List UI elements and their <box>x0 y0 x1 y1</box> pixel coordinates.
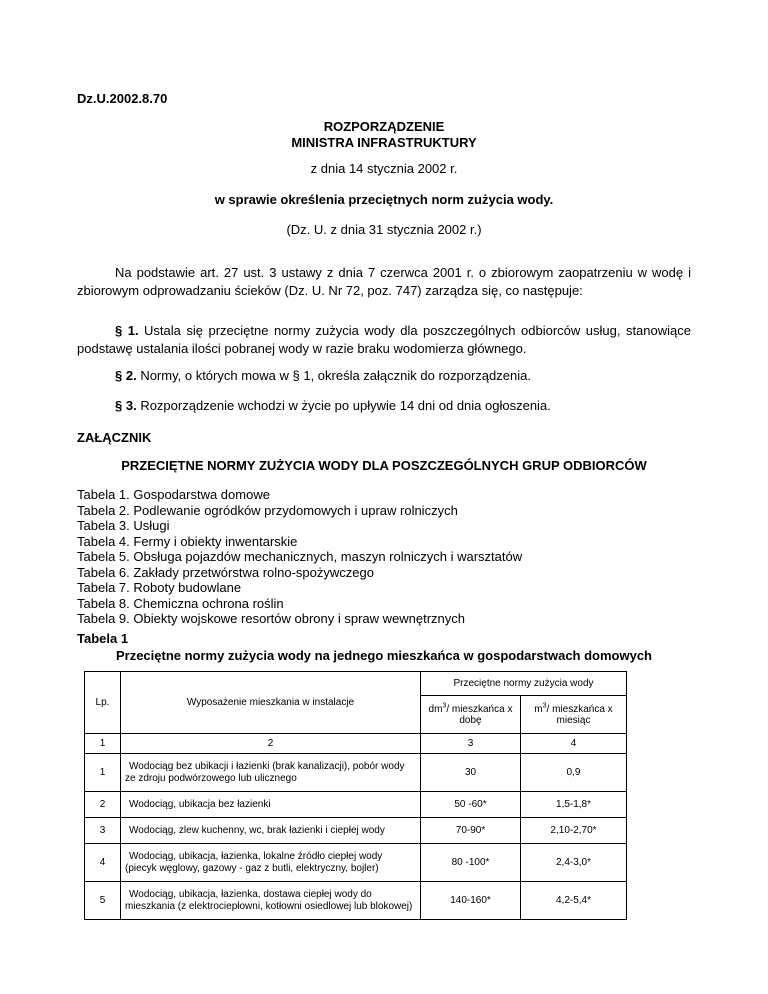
table-cell: 2 <box>85 792 121 818</box>
table-cell: Wodociąg, ubikacja, łazienka, dostawa ciepłej wody do mieszkania (z elektrociepłowni, kotłowni osiedlowej lub blokowej) <box>121 882 421 920</box>
table-cell: 50 -60* <box>421 792 521 818</box>
subject-line: w sprawie określenia przeciętnych norm zużycia wody. <box>214 192 554 207</box>
table-cell: Wodociąg bez ubikacji i łazienki (brak kanalizacji), pobór wody ze zdroju podwórzowego lub ulicznego <box>121 754 421 792</box>
table-cell: 140-160* <box>421 882 521 920</box>
list-item: Tabela 3. Usługi <box>77 518 170 533</box>
journal-reference: Dz.U.2002.8.70 <box>77 91 168 106</box>
list-item: Tabela 2. Podlewanie ogródków przydomowych i upraw rolniczych <box>77 502 458 518</box>
header-daily: $dm^3/$ mieszkańca x dobę <box>421 696 521 734</box>
table-row <box>85 792 627 818</box>
table-cell: 3 <box>421 734 521 754</box>
intro-paragraph: Na podstawie art. 27 ust. 3 ustawy z dnia 7 czerwca 2001 r. o zbiorowym zaopatrzeniu w wodę i zbiorowym odprowadzaniu ścieków (Dz. U. Nr 72, poz. 747) zarządza się, co następuje: <box>77 265 691 298</box>
table-cell: 1,5-1,8* <box>521 792 627 818</box>
issuing-authority: MINISTRA INFRASTRUKTURY <box>291 135 477 150</box>
section-3 <box>77 397 691 415</box>
table-cell: 70-90* <box>421 818 521 844</box>
section-mark: § 2. <box>115 368 137 383</box>
norms-table <box>84 671 627 920</box>
numbering-row <box>85 734 627 754</box>
table-cell: Wodociąg, zlew kuchenny, wc, brak łazienki i ciepłej wody <box>121 818 421 844</box>
table-cell: 80 -100* <box>421 844 521 882</box>
section-2 <box>77 367 691 385</box>
table-row <box>85 754 627 792</box>
table-cell: 5 <box>85 882 121 920</box>
section-mark: § 1. <box>115 323 139 338</box>
table-row <box>85 844 627 882</box>
table-header-row <box>85 672 627 696</box>
table-cell: 4 <box>521 734 627 754</box>
header-norms-group: Przeciętne normy zużycia wody <box>421 672 627 696</box>
table-cell: 30 <box>421 754 521 792</box>
table-cell: Wodociąg, ubikacja bez łazienki <box>121 792 421 818</box>
section-1 <box>77 322 691 357</box>
table-cell: 2,4-3,0* <box>521 844 627 882</box>
header-equipment: Wyposażenie mieszkania w instalacje <box>121 672 421 734</box>
attachment-heading: PRZECIĘTNE NORMY ZUŻYCIA WODY DLA POSZCZEGÓLNYCH GRUP ODBIORCÓW <box>121 458 647 473</box>
header-monthly: $m^3/$ mieszkańca x miesiąc <box>521 696 627 734</box>
table-caption: Przeciętne normy zużycia wody na jednego mieszkańca w gospodarstwach domowych <box>115 648 653 663</box>
table-cell: 2 <box>121 734 421 754</box>
table-label: Tabela 1 <box>77 631 129 646</box>
list-item: Tabela 9. Obiekty wojskowe resortów obrony i spraw wewnętrznych <box>77 611 466 626</box>
table-cell: 1 <box>85 734 121 754</box>
section-text: Normy, o których mowa w § 1, określa załącznik do rozporządzenia. <box>140 368 531 383</box>
table-cell: 4,2-5,4* <box>521 882 627 920</box>
table-row <box>85 882 627 920</box>
table-cell: 0,9 <box>521 754 627 792</box>
table-cell: 3 <box>85 818 121 844</box>
doc-type: ROZPORZĄDZENIE <box>323 119 445 134</box>
table-cell: 2,10-2,70* <box>521 818 627 844</box>
issue-date: z dnia 14 stycznia 2002 r. <box>310 161 458 176</box>
list-item: Tabela 7. Roboty budowlane <box>77 580 242 595</box>
publication-note: (Dz. U. z dnia 31 stycznia 2002 r.) <box>286 222 482 237</box>
list-item: Tabela 6. Zakłady przetwórstwa rolno-spożywczego <box>77 564 374 580</box>
tables-list <box>77 487 522 627</box>
section-text: Ustala się przeciętne normy zużycia wody dla poszczególnych odbiorców usług, stanowiące podstawę ustalania ilości pobranej wody w razie braku wodomierza głównego. <box>77 323 691 356</box>
list-item: Tabela 4. Fermy i obiekty inwentarskie <box>77 533 298 549</box>
section-mark: § 3. <box>115 398 137 413</box>
table-cell: 1 <box>85 754 121 792</box>
table-cell: Wodociąg, ubikacja, łazienka, lokalne źródło ciepłej wody (piecyk węglowy, gazowy - gaz z butli, elektryczny, bojler) <box>121 844 421 882</box>
table-cell: 4 <box>85 844 121 882</box>
section-text: Rozporządzenie wchodzi w życie po upływie 14 dni od dnia ogłoszenia. <box>140 398 551 413</box>
list-item: Tabela 8. Chemiczna ochrona roślin <box>77 595 284 611</box>
header-lp: Lp. <box>85 672 121 734</box>
table-row <box>85 818 627 844</box>
attachment-label: ZAŁĄCZNIK <box>77 430 152 445</box>
list-item: Tabela 5. Obsługa pojazdów mechanicznych, maszyn rolniczych i warsztatów <box>77 549 523 564</box>
list-item: Tabela 1. Gospodarstwa domowe <box>77 487 270 502</box>
